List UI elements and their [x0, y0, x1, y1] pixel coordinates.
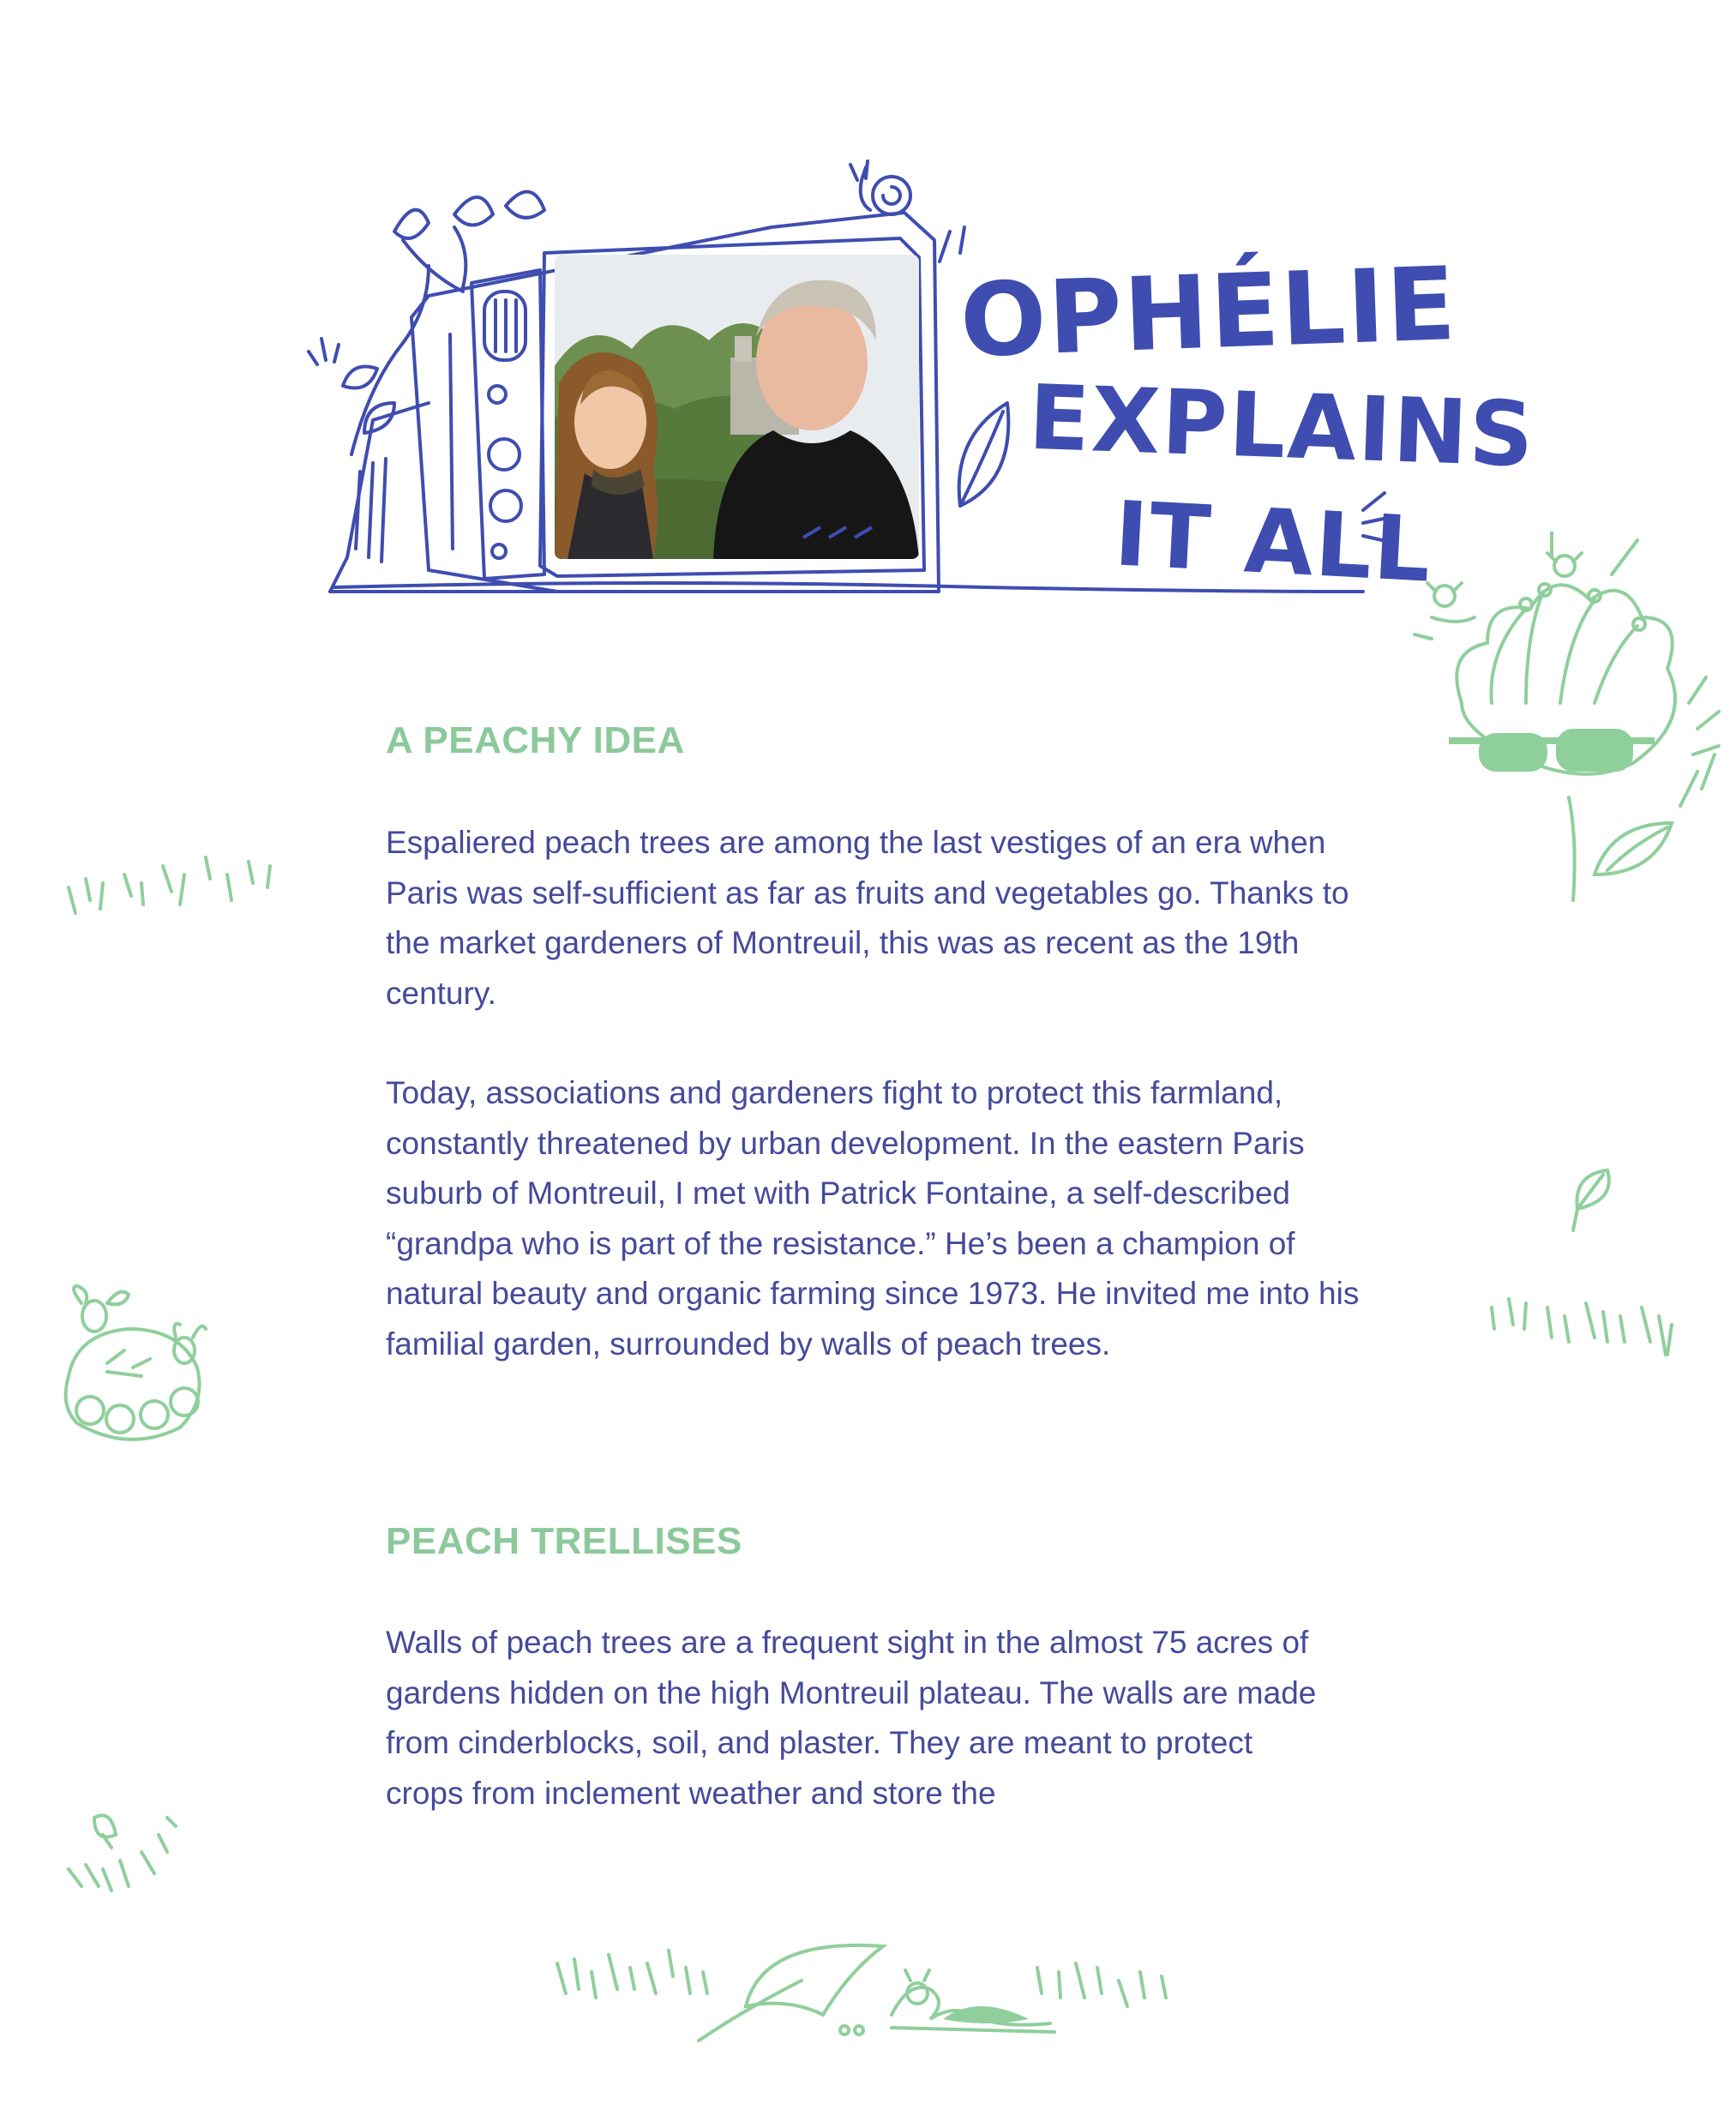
title-line-2: EXPLAINS: [1027, 364, 1537, 488]
title-line-1: OPHÉLIE: [958, 243, 1460, 381]
section-heading: PEACH TRELLISES: [386, 1520, 742, 1562]
section-heading: A PEACHY IDEA: [386, 719, 685, 761]
flower-with-sunglasses-icon: [1397, 532, 1736, 909]
leaf-icon: [1560, 1166, 1629, 1235]
leaf-grass-icon: [64, 1800, 184, 1899]
paragraph: Today, associations and gardeners fight to protect this farmland, constantly threatened by urban development. In the eastern Paris suburb of Montreuil, I met with Patrick Fontaine, a self-described “grandpa who is part of the resistance.” He’s been a champion of natural beauty and organic farming since 1973. He invited me into his familial garden, surrounded by walls of peach trees.: [386, 1075, 1360, 1362]
paragraph: Walls of peach trees are a frequent sight in the almost 75 acres of gardens hidden on the high Montreuil plateau. The walls are made from cinderblocks, soil, and plaster. They are meant to protect crops from inclement weather and store the: [386, 1625, 1317, 1811]
photo-ophelie-and-patrick: [555, 255, 919, 559]
header-illustration: [300, 146, 1537, 626]
footer-leaf-worm-icon: [549, 1929, 1192, 2049]
grass-icon: [1483, 1290, 1680, 1368]
grass-icon: [64, 849, 287, 917]
title-line-3: IT ALL: [1112, 481, 1435, 603]
bee-pot-icon: [56, 1282, 219, 1445]
paragraph: Espaliered peach trees are among the last vestiges of an era when Paris was self-sufficient as far as fruits and vegetables go. Thanks to the market gardeners of Montreuil, this was as recent as the 19th century.: [386, 825, 1349, 1011]
